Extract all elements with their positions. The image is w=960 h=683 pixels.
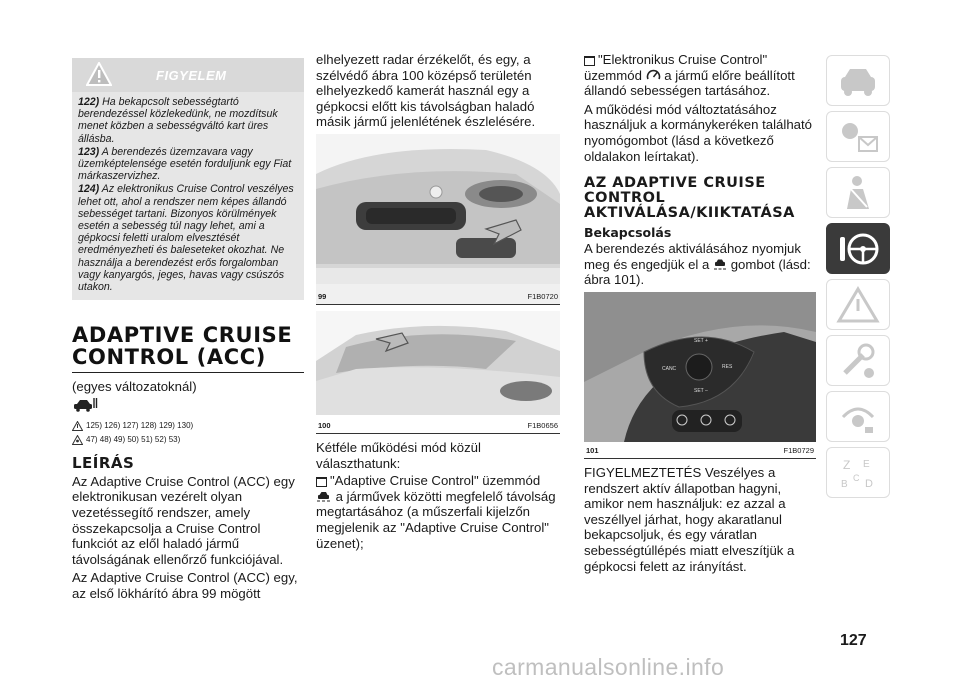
- windshield-camera-image: [316, 311, 560, 415]
- warning-body: [72, 92, 304, 300]
- tab-warning-lights[interactable]: [826, 111, 890, 162]
- btn-set-plus-label: SET +: [694, 337, 708, 344]
- mode-acc-item: "Adaptive Cruise Control" üzemmód: [316, 473, 560, 489]
- warning-item: 124) Az elektronikus Cruise Control veszélyes lehet ott, ahol a rendszer nem képes állandó sebességet tartani. Bizonyos körülmények esetén a sebesség túl nagy lehet, ami a gépkocsi feletti uralom elvesztését eredményezheti és baleseteket okozhat. Ne használja a berendezést erős forgalomban vagy kanyargós, jeges, havas vagy csúszós utakon.: [78, 183, 294, 294]
- column-2: [316, 52, 560, 551]
- mode-ecc-item: "Elektronikus Cruise Control": [584, 52, 816, 68]
- tab-breakdown[interactable]: [826, 279, 890, 330]
- breakdown-triangle-icon: [835, 285, 881, 325]
- svg-text:Z: Z: [843, 457, 851, 472]
- bullet-box-icon: [316, 477, 327, 487]
- page-number: 127: [840, 632, 867, 649]
- tab-seat-safety[interactable]: [826, 167, 890, 218]
- figure-caption: 101 F1B0729: [586, 445, 814, 455]
- multimedia-icon: [835, 397, 881, 437]
- warning-title: FIGYELEM: [156, 67, 227, 83]
- figure-caption: 100 F1B0656: [318, 420, 558, 430]
- warning-triangle-icon: [86, 62, 112, 86]
- leiras-paragraph-2: Az Adaptive Cruise Control (ACC) egy, az első lökhárító ábra 99 mögött: [72, 570, 298, 601]
- mode-change-paragraph: A működési mód változtatásához használjuk a kormánykeréken található nyomógombot (lásd a következő oldalakon leírtakat).: [584, 101, 812, 164]
- acc-button-icon: [713, 258, 727, 270]
- warning-item: 123) A berendezés üzemzavara vagy üzemképtelensége esetén forduljunk egy Fiat márkaszervizhez.: [78, 145, 292, 183]
- warning-lights-icon: [835, 117, 881, 157]
- chapter-tabs: [826, 55, 890, 503]
- tab-multimedia[interactable]: [826, 391, 890, 442]
- col2-paragraph: elhelyezett radar érzékelőt, és egy, a szélvédő ábra 100 középső területén elhelyezkedő kamerát használ egy a gépkocsi előtt kis távolságban haladó másik jármű jelenlétének észlelésére.: [316, 52, 536, 130]
- steering-wheel-key-icon: [835, 229, 881, 269]
- svg-text:C: C: [853, 472, 860, 483]
- acc-car-icon: [316, 490, 332, 502]
- column-1: [72, 58, 304, 602]
- tab-index[interactable]: [826, 447, 890, 498]
- car-dashboard-icon: [835, 61, 881, 101]
- column-3: [584, 52, 816, 574]
- speedometer-icon: [646, 69, 661, 81]
- warning-paragraph: FIGYELMEZTETÉS Veszélyes a rendszert aktív állapotban hagyni, amikor nem használjuk: ez azzal a veszéllyel járhat, hogy akaratlanul bekapcsoljuk, és egy váratlan sebességtúllépés miatt elveszítjük a gépkocsi felett az irányítást.: [584, 464, 795, 574]
- index-icon: [835, 453, 881, 493]
- section-title: ADAPTIVE CRUISE CONTROL (ACC): [72, 324, 304, 373]
- svg-text:E: E: [863, 458, 870, 470]
- warning-header: [72, 58, 304, 92]
- tab-maintenance[interactable]: [826, 335, 890, 386]
- warning-small-icon: [72, 421, 83, 431]
- maintenance-icon: [835, 341, 881, 381]
- svg-text:B: B: [841, 478, 848, 490]
- mode-acc-desc: a járművek közötti megfelelő távolság megtartásához (a műszerfali kijelzőn megjelenik az "Adaptive Cruise Control" üzenet);: [316, 488, 556, 551]
- figure-101: [584, 292, 816, 459]
- tab-steering-key[interactable]: [826, 223, 890, 274]
- bekapcsolas-heading: Bekapcsolás: [584, 225, 672, 241]
- car-cruise-icon: [72, 396, 304, 417]
- figure-100: [316, 311, 560, 434]
- modes-intro: Kétféle működési mód közül választhatunk:: [316, 439, 481, 471]
- refs-row-1: 125) 126) 127) 128) 129) 130): [72, 421, 304, 431]
- btn-res-label: RES: [722, 363, 733, 370]
- watermark: carmanualsonline.info: [492, 654, 725, 680]
- section-subtitle: (egyes változatoknál): [72, 379, 197, 395]
- steering-wheel-buttons-image: [584, 292, 816, 442]
- figure-caption: 99 F1B0720: [318, 291, 558, 301]
- btn-set-minus-label: SET –: [694, 387, 708, 394]
- warning-item: 122) Ha bekapcsolt sebességtartó berendezéssel közlekedünk, ne mozdítsuk menet közben a sebességváltó kart üres állásba.: [78, 96, 278, 145]
- mode-ecc-desc: üzemmód a jármű előre beállított állandó sebességen tartásához.: [584, 67, 795, 99]
- car-front-bumper-image: [316, 134, 560, 284]
- info-hand-icon: [72, 435, 83, 445]
- activation-heading: AZ ADAPTIVE CRUISE CONTROL AKTIVÁLÁSA/KIIKTATÁSA: [584, 175, 795, 222]
- leiras-heading: LEÍRÁS: [72, 453, 135, 472]
- seat-safety-icon: [835, 173, 881, 213]
- bullet-box-icon: [584, 56, 595, 66]
- btn-canc-label: CANC: [662, 365, 677, 372]
- tab-car-dashboard[interactable]: [826, 55, 890, 106]
- bekapcsolas-paragraph: A berendezés aktiválásához nyomjuk meg és engedjük el a gombot (lásd: ábra 101).: [584, 241, 811, 288]
- figure-99: [316, 134, 560, 305]
- svg-text:D: D: [865, 477, 873, 490]
- leiras-paragraph-1: Az Adaptive Cruise Control (ACC) egy elektronikusan vezérelt olyan vezetéssegítő rendszer, amely összekapcsolja a Cruise Control funkciót az elől haladó jármű távolságának ellenőrző funkciójával.: [72, 473, 295, 567]
- refs-row-2: 47) 48) 49) 50) 51) 52) 53): [72, 435, 304, 445]
